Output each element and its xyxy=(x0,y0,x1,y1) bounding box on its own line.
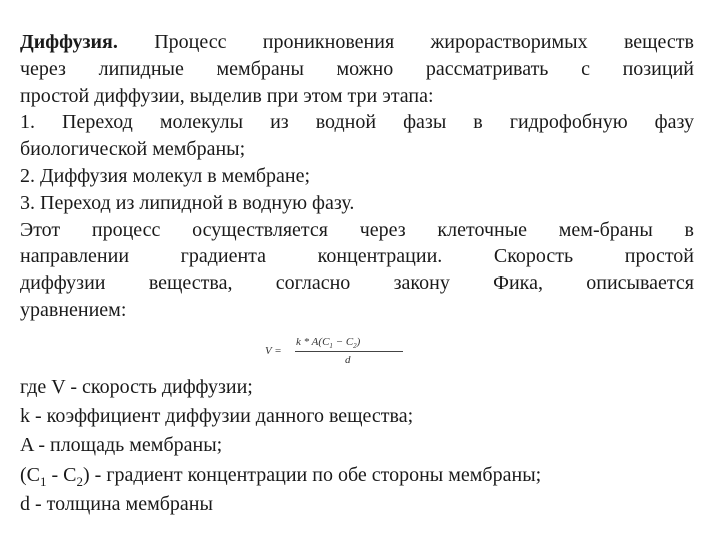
legend-c-mid: - C xyxy=(46,463,77,486)
step-1-line-2: биологической мембраны; xyxy=(20,138,246,161)
fick-equation xyxy=(262,333,412,373)
legend-v: где V - скорость диффузии; xyxy=(20,376,253,398)
legend-d: d - толщина мембраны xyxy=(20,492,213,515)
numerator-start: k * A(C xyxy=(296,336,330,348)
equation-lhs: V = xyxy=(265,345,282,357)
term-diffusion: Диффузия. xyxy=(20,31,118,53)
intro-line-1 xyxy=(20,29,694,56)
process-line-2: направлении градиента концентрации. Скорость простой xyxy=(20,245,694,268)
legend-c-sub-1: 1 xyxy=(40,473,47,489)
numerator-end: ) xyxy=(356,336,361,348)
fraction-bar xyxy=(295,351,403,352)
legend-k: k - коэффициент диффузии данного вещества; xyxy=(20,405,414,428)
legend-c xyxy=(20,461,700,490)
step-2: 2. Диффузия молекул в мембране; xyxy=(20,164,311,187)
intro-line-3: простой диффузии, выделив при этом три этапа: xyxy=(20,84,434,107)
legend-a: A - площадь мембраны; xyxy=(20,434,223,457)
step-1-line-1: 1. Переход молекулы из водной фазы в гидрофобную фазу xyxy=(20,111,694,134)
variables-legend xyxy=(20,373,700,519)
numerator-sub-1: 1 xyxy=(329,342,333,351)
legend-c-open: (C xyxy=(20,463,40,486)
step-3: 3. Переход из липидной в водную фазу. xyxy=(20,191,355,214)
numerator-sub-2: 2 xyxy=(353,342,357,351)
legend-c-rest: ) - градиент концентрации по обе стороны мембраны; xyxy=(83,463,542,486)
process-line-3: диффузии вещества, согласно закону Фика, описывается xyxy=(20,272,694,295)
intro-line-2: через липидные мембраны можно рассматривать с позиций xyxy=(20,57,694,80)
process-line-1: Этот процесс осуществляется через клеточные мем-браны в xyxy=(20,218,694,241)
equation-numerator xyxy=(296,336,360,350)
numerator-mid: − C xyxy=(332,336,354,348)
legend-c-sub-2: 2 xyxy=(76,473,83,489)
equation-denominator: d xyxy=(345,354,351,366)
intro-text xyxy=(20,29,694,324)
intro-line-1-rest: Процесс проникновения жирорастворимых веществ xyxy=(117,31,694,53)
process-line-4: уравнением: xyxy=(20,298,127,321)
